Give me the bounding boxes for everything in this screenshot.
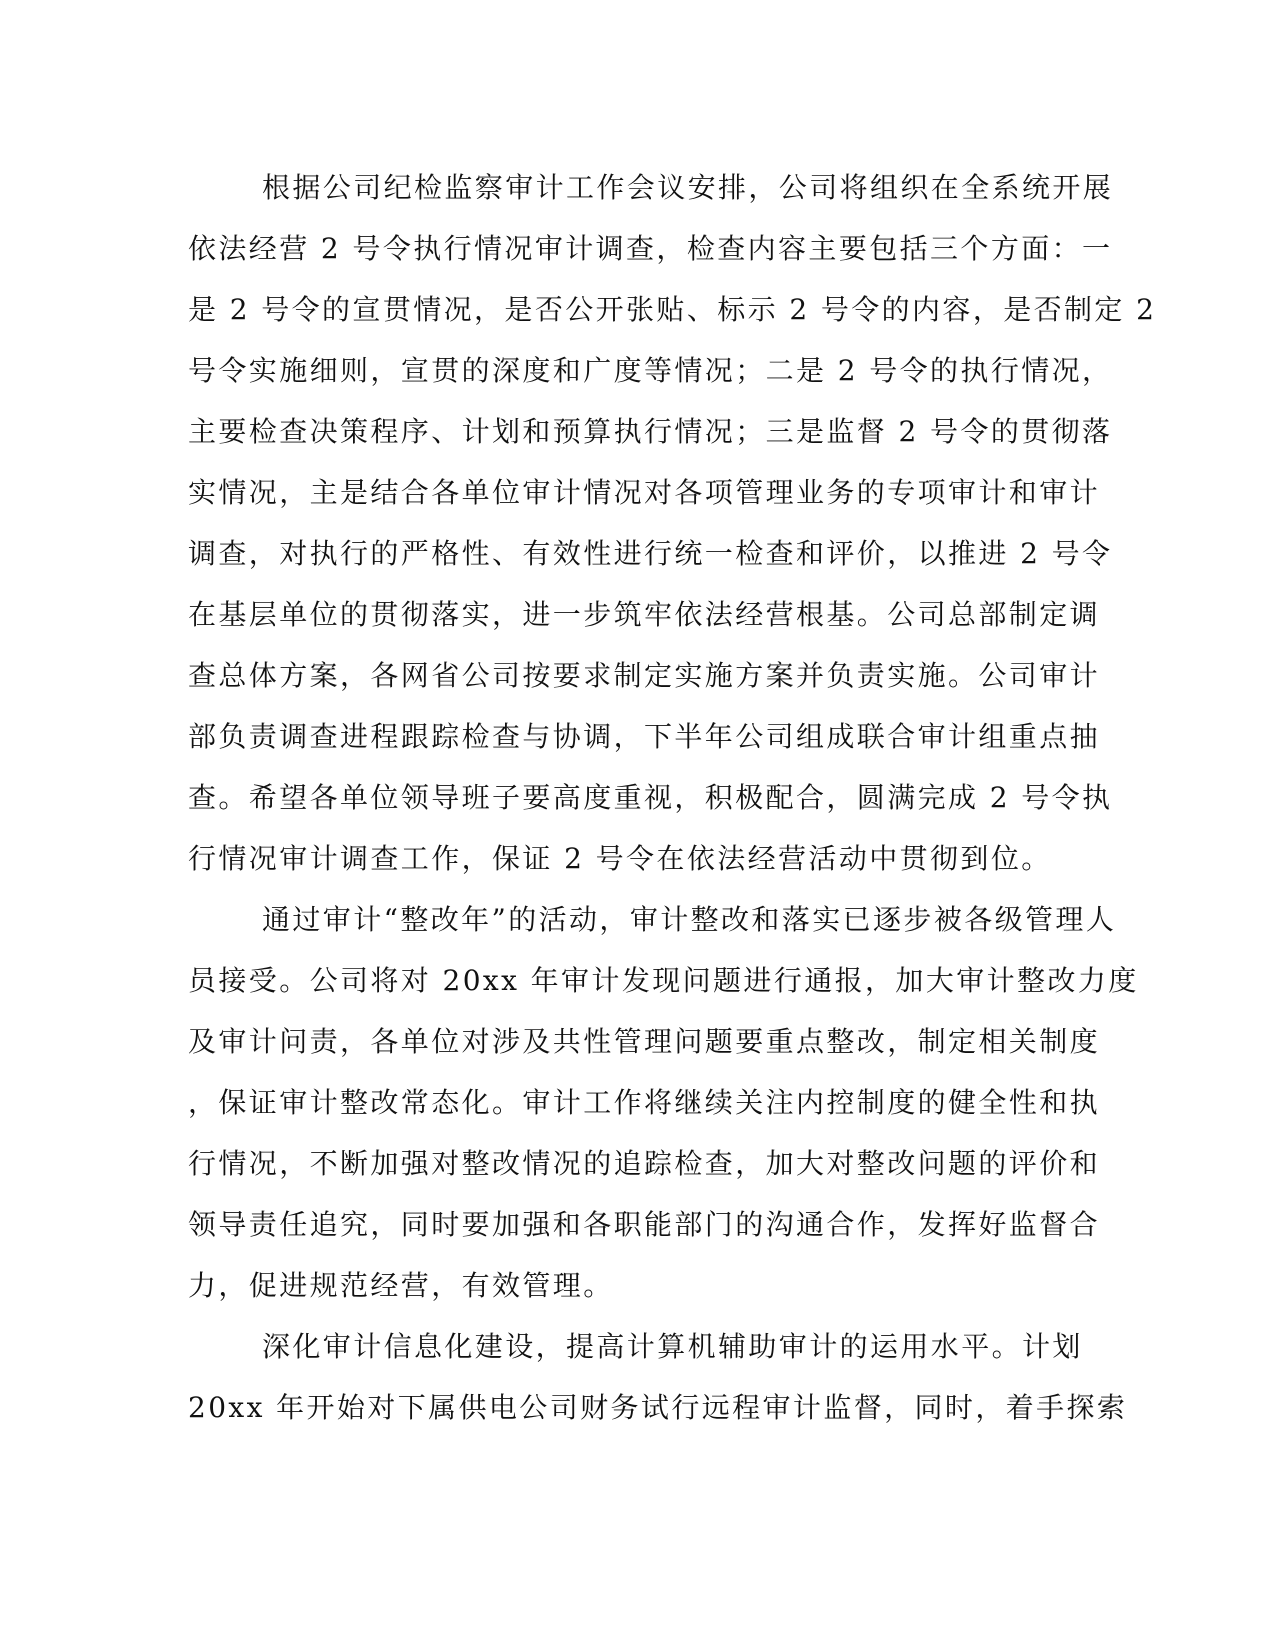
paragraph-1-line-6: 实情况，主是结合各单位审计情况对各项管理业务的专项审计和审计 <box>188 476 1101 509</box>
paragraph-2-line-5: 行情况，不断加强对整改情况的追踪检查，加大对整改问题的评价和 <box>188 1147 1101 1180</box>
paragraph-1-line-4: 号令实施细则，宣贯的深度和广度等情况；二是 2 号令的执行情况， <box>188 354 1113 387</box>
paragraph-3-line-2: 20xx 年开始对下属供电公司财务试行远程审计监督，同时，着手探索 <box>188 1391 1128 1424</box>
paragraph-1-line-10: 部负责调查进程跟踪检查与协调，下半年公司组成联合审计组重点抽 <box>188 720 1101 753</box>
paragraph-1-line-2: 依法经营 2 号令执行情况审计调查，检查内容主要包括三个方面：一 <box>188 232 1113 265</box>
paragraph-2-line-3: 及审计问责，各单位对涉及共性管理问题要重点整改，制定相关制度 <box>188 1025 1101 1058</box>
paragraph-2-line-2: 员接受。公司将对 20xx 年审计发现问题进行通报，加大审计整改力度 <box>188 964 1139 997</box>
paragraph-1-line-7: 调查，对执行的严格性、有效性进行统一检查和评价，以推进 2 号令 <box>188 537 1113 570</box>
paragraph-2-line-4: ，保证审计整改常态化。审计工作将继续关注内控制度的健全性和执 <box>188 1086 1101 1119</box>
paragraph-1-line-3: 是 2 号令的宣贯情况，是否公开张贴、标示 2 号令的内容，是否制定 2 <box>188 293 1157 326</box>
paragraph-1-line-5: 主要检查决策程序、计划和预算执行情况；三是监督 2 号令的贯彻落 <box>188 415 1113 448</box>
paragraph-2-line-7: 力，促进规范经营，有效管理。 <box>188 1269 614 1302</box>
paragraph-1-line-9: 查总体方案，各网省公司按要求制定实施方案并负责实施。公司审计 <box>188 659 1101 692</box>
paragraph-1-line-11: 查。希望各单位领导班子要高度重视，积极配合，圆满完成 2 号令执 <box>188 781 1113 814</box>
paragraph-2-line-6: 领导责任追究，同时要加强和各职能部门的沟通合作，发挥好监督合 <box>188 1208 1101 1241</box>
paragraph-1-line-1: 根据公司纪检监察审计工作会议安排，公司将组织在全系统开展 <box>262 171 1114 204</box>
paragraph-1-line-12: 行情况审计调查工作，保证 2 号令在依法经营活动中贯彻到位。 <box>188 842 1052 875</box>
paragraph-2-line-1: 通过审计“整改年”的活动，审计整改和落实已逐步被各级管理人 <box>262 903 1117 936</box>
paragraph-1-line-8: 在基层单位的贯彻落实，进一步筑牢依法经营根基。公司总部制定调 <box>188 598 1101 631</box>
paragraph-3-line-1: 深化审计信息化建设，提高计算机辅助审计的运用水平。计划 <box>262 1330 1083 1363</box>
